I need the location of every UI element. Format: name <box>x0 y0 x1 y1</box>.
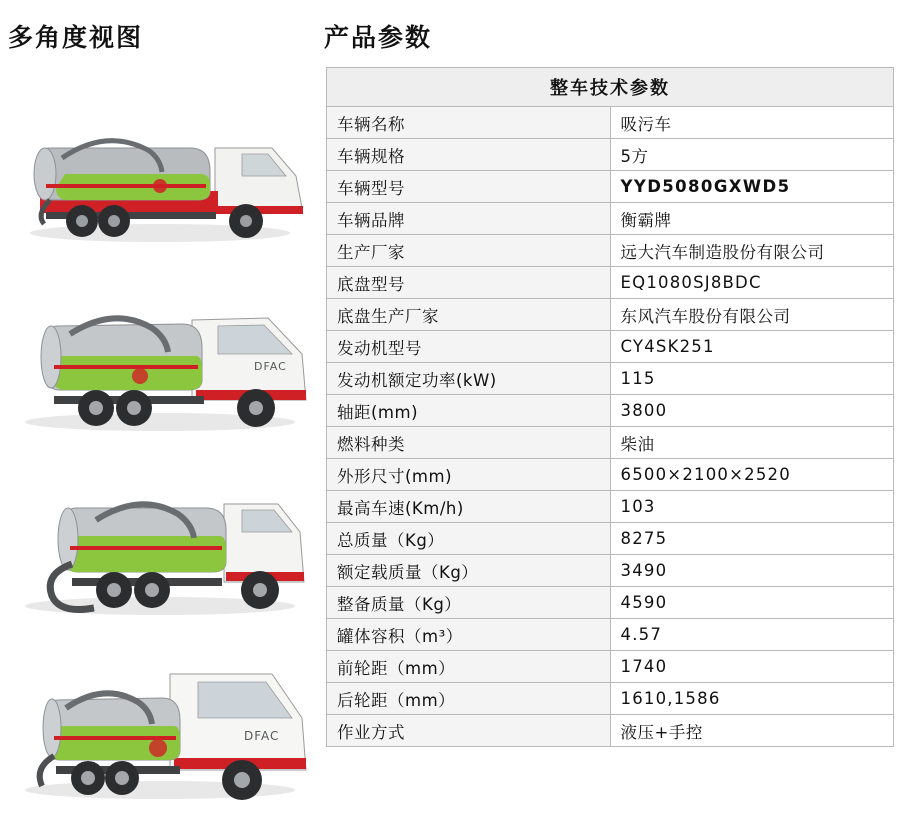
table-row <box>327 683 894 715</box>
spec-column <box>322 0 900 831</box>
spec-label-gross-weight: 总质量（Kg） <box>327 523 611 555</box>
spec-value-vehicle-model: YYD5080GXWD5 <box>610 171 894 203</box>
spec-value-wheelbase: 3800 <box>610 395 894 427</box>
spec-label-operation-mode: 作业方式 <box>327 715 611 747</box>
truck-illustration-front-left <box>10 272 310 444</box>
spec-value-manufacturer: 远大汽车制造股份有限公司 <box>610 235 894 267</box>
spec-label-rear-track: 后轮距（mm） <box>327 683 611 715</box>
spec-value-vehicle-spec: 5方 <box>610 139 894 171</box>
truck-photo-3[interactable] <box>10 456 310 628</box>
spec-value-engine-power: 115 <box>610 363 894 395</box>
spec-value-dimensions: 6500×2100×2520 <box>610 459 894 491</box>
spec-label-manufacturer: 生产厂家 <box>327 235 611 267</box>
spec-label-vehicle-name: 车辆名称 <box>327 107 611 139</box>
spec-label-dimensions: 外形尺寸(mm) <box>327 459 611 491</box>
truck-illustration-rear-left <box>10 88 310 260</box>
spec-label-fuel-type: 燃料种类 <box>327 427 611 459</box>
spec-value-vehicle-brand: 衡霸牌 <box>610 203 894 235</box>
table-row <box>327 619 894 651</box>
spec-table <box>326 67 894 747</box>
table-row <box>327 523 894 555</box>
table-row <box>327 331 894 363</box>
table-row <box>327 171 894 203</box>
table-row <box>327 267 894 299</box>
spec-label-tank-volume: 罐体容积（m³） <box>327 619 611 651</box>
table-row <box>327 139 894 171</box>
spec-label-vehicle-brand: 车辆品牌 <box>327 203 611 235</box>
truck-illustration-front-right <box>10 640 310 812</box>
svg-text:DFAC: DFAC <box>244 729 280 743</box>
truck-photo-4[interactable] <box>10 640 310 812</box>
spec-label-engine-power: 发动机额定功率(kW) <box>327 363 611 395</box>
table-row <box>327 107 894 139</box>
table-row <box>327 427 894 459</box>
spec-value-rated-load: 3490 <box>610 555 894 587</box>
table-row <box>327 299 894 331</box>
table-row <box>327 395 894 427</box>
spec-label-vehicle-spec: 车辆规格 <box>327 139 611 171</box>
table-header-label: 整车技术参数 <box>327 68 894 107</box>
spec-value-engine-model: CY4SK251 <box>610 331 894 363</box>
spec-label-chassis-manufacturer: 底盘生产厂家 <box>327 299 611 331</box>
spec-value-vehicle-name: 吸污车 <box>610 107 894 139</box>
gallery-column <box>0 0 320 831</box>
spec-value-tank-volume: 4.57 <box>610 619 894 651</box>
truck-photo-gallery <box>0 88 320 824</box>
spec-value-operation-mode: 液压+手控 <box>610 715 894 747</box>
spec-value-rear-track: 1610,1586 <box>610 683 894 715</box>
spec-value-fuel-type: 柴油 <box>610 427 894 459</box>
truck-photo-1[interactable] <box>10 88 310 260</box>
table-row <box>327 715 894 747</box>
spec-value-curb-weight: 4590 <box>610 587 894 619</box>
spec-value-front-track: 1740 <box>610 651 894 683</box>
table-row <box>327 587 894 619</box>
table-row <box>327 363 894 395</box>
spec-value-max-speed: 103 <box>610 491 894 523</box>
table-row <box>327 555 894 587</box>
spec-label-curb-weight: 整备质量（Kg） <box>327 587 611 619</box>
table-row <box>327 235 894 267</box>
table-header-row <box>327 68 894 107</box>
table-row <box>327 459 894 491</box>
spec-label-wheelbase: 轴距(mm) <box>327 395 611 427</box>
spec-label-vehicle-model: 车辆型号 <box>327 171 611 203</box>
truck-photo-2[interactable] <box>10 272 310 444</box>
svg-text:DFAC: DFAC <box>254 360 287 373</box>
table-row <box>327 203 894 235</box>
spec-value-gross-weight: 8275 <box>610 523 894 555</box>
table-row <box>327 491 894 523</box>
truck-illustration-side-rear <box>10 456 310 628</box>
gallery-title: 多角度视图 <box>8 23 144 52</box>
spec-label-rated-load: 额定载质量（Kg） <box>327 555 611 587</box>
spec-label-max-speed: 最高车速(Km/h) <box>327 491 611 523</box>
spec-label-engine-model: 发动机型号 <box>327 331 611 363</box>
spec-label-chassis-model: 底盘型号 <box>327 267 611 299</box>
table-row <box>327 651 894 683</box>
spec-value-chassis-model: EQ1080SJ8BDC <box>610 267 894 299</box>
spec-label-front-track: 前轮距（mm） <box>327 651 611 683</box>
spec-title: 产品参数 <box>324 23 433 52</box>
spec-value-chassis-manufacturer: 东风汽车股份有限公司 <box>610 299 894 331</box>
